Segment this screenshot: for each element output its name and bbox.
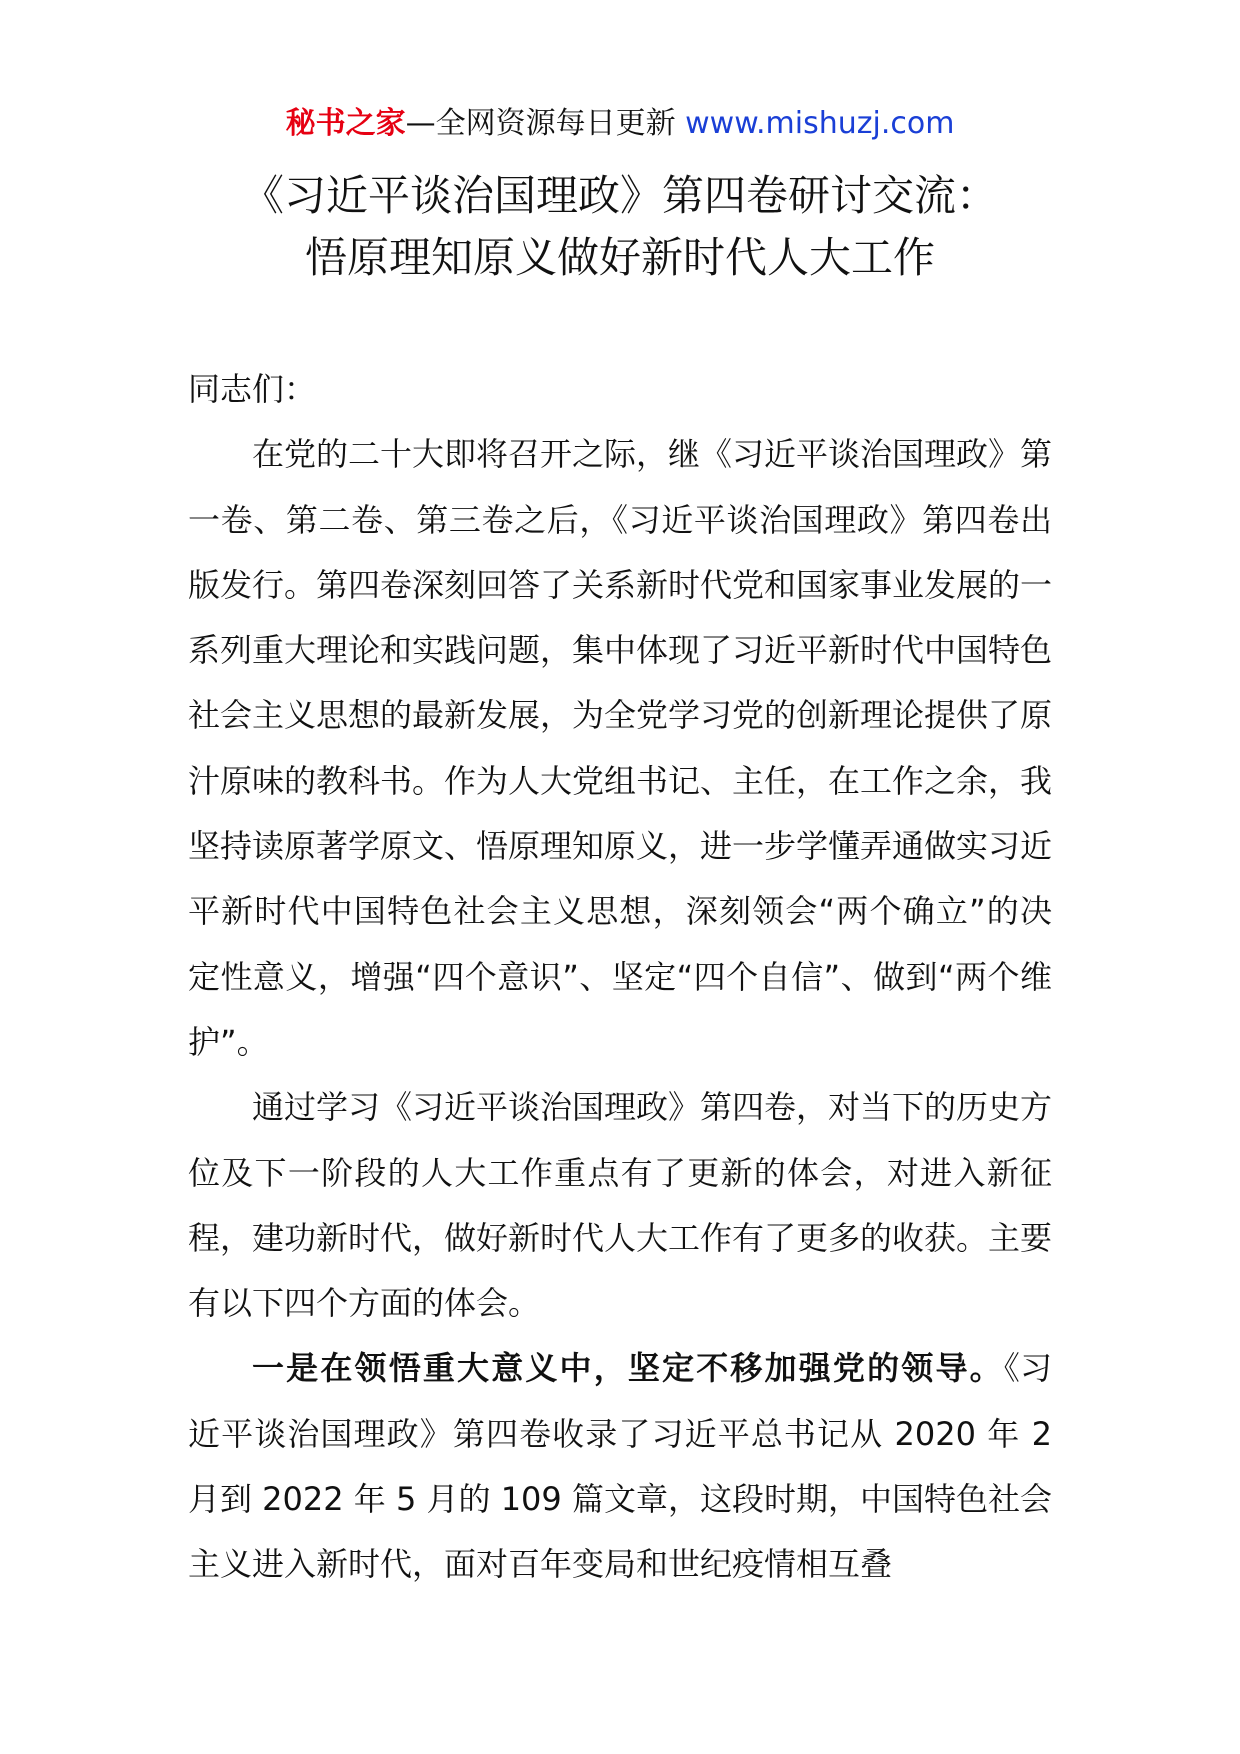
document-body <box>188 357 1052 1598</box>
document-title-line-2: 悟原理知原义做好新时代人大工作 <box>304 233 935 282</box>
paragraph-3 <box>188 1336 1052 1597</box>
site-url-link[interactable]: www.mishuzj.com <box>685 106 955 141</box>
document-title <box>0 165 1240 289</box>
paragraph-1: 在党的二十大即将召开之际，继《习近平谈治国理政》第一卷、第二卷、第三卷之后，《习近平谈治国理政》第四卷出版发行。第四卷深刻回答了关系新时代党和国家事业发展的一系列重大理论和实践问题，集中体现了习近平新时代中国特色社会主义思想的最新发展，为全党学习党的创新理论提供了原汁原味的教科书。作为人大党组书记、主任，在工作之余，我坚持读原著学原文、悟原理知原义，进一步学懂弄通做实习近平新时代中国特色社会主义思想，深刻领会“两个确立”的决定性意义，增强“四个意识”、坚定“四个自信”、做到“两个维护”。 <box>188 435 1053 1061</box>
site-brand: 秘书之家 <box>285 106 406 141</box>
paragraph-2: 通过学习《习近平谈治国理政》第四卷，对当下的历史方位及下一阶段的人大工作重点有了更新的体会，对进入新征程，建功新时代，做好新时代人大工作有了更多的收获。主要有以下四个方面的体会。 <box>188 1088 1053 1323</box>
site-tagline: —全网资源每日更新 <box>405 106 676 141</box>
paragraph-3-heading: 一是在领悟重大意义中，坚定不移加强党的领导。 <box>252 1349 1004 1388</box>
salutation: 同志们： <box>188 370 317 408</box>
document-title-line-1: 《习近平谈治国理政》第四卷研讨交流： <box>241 171 998 220</box>
paragraph-3-text: 《习近平谈治国理政》第四卷收录了习近平总书记从 2020 年 2 月到 2022 年 5 月的 109 篇文章，这段时期，中国特色社会主义进入新时代，面对百年变局和世纪疫情相互叠 <box>188 1349 1052 1584</box>
site-header <box>0 100 1240 148</box>
